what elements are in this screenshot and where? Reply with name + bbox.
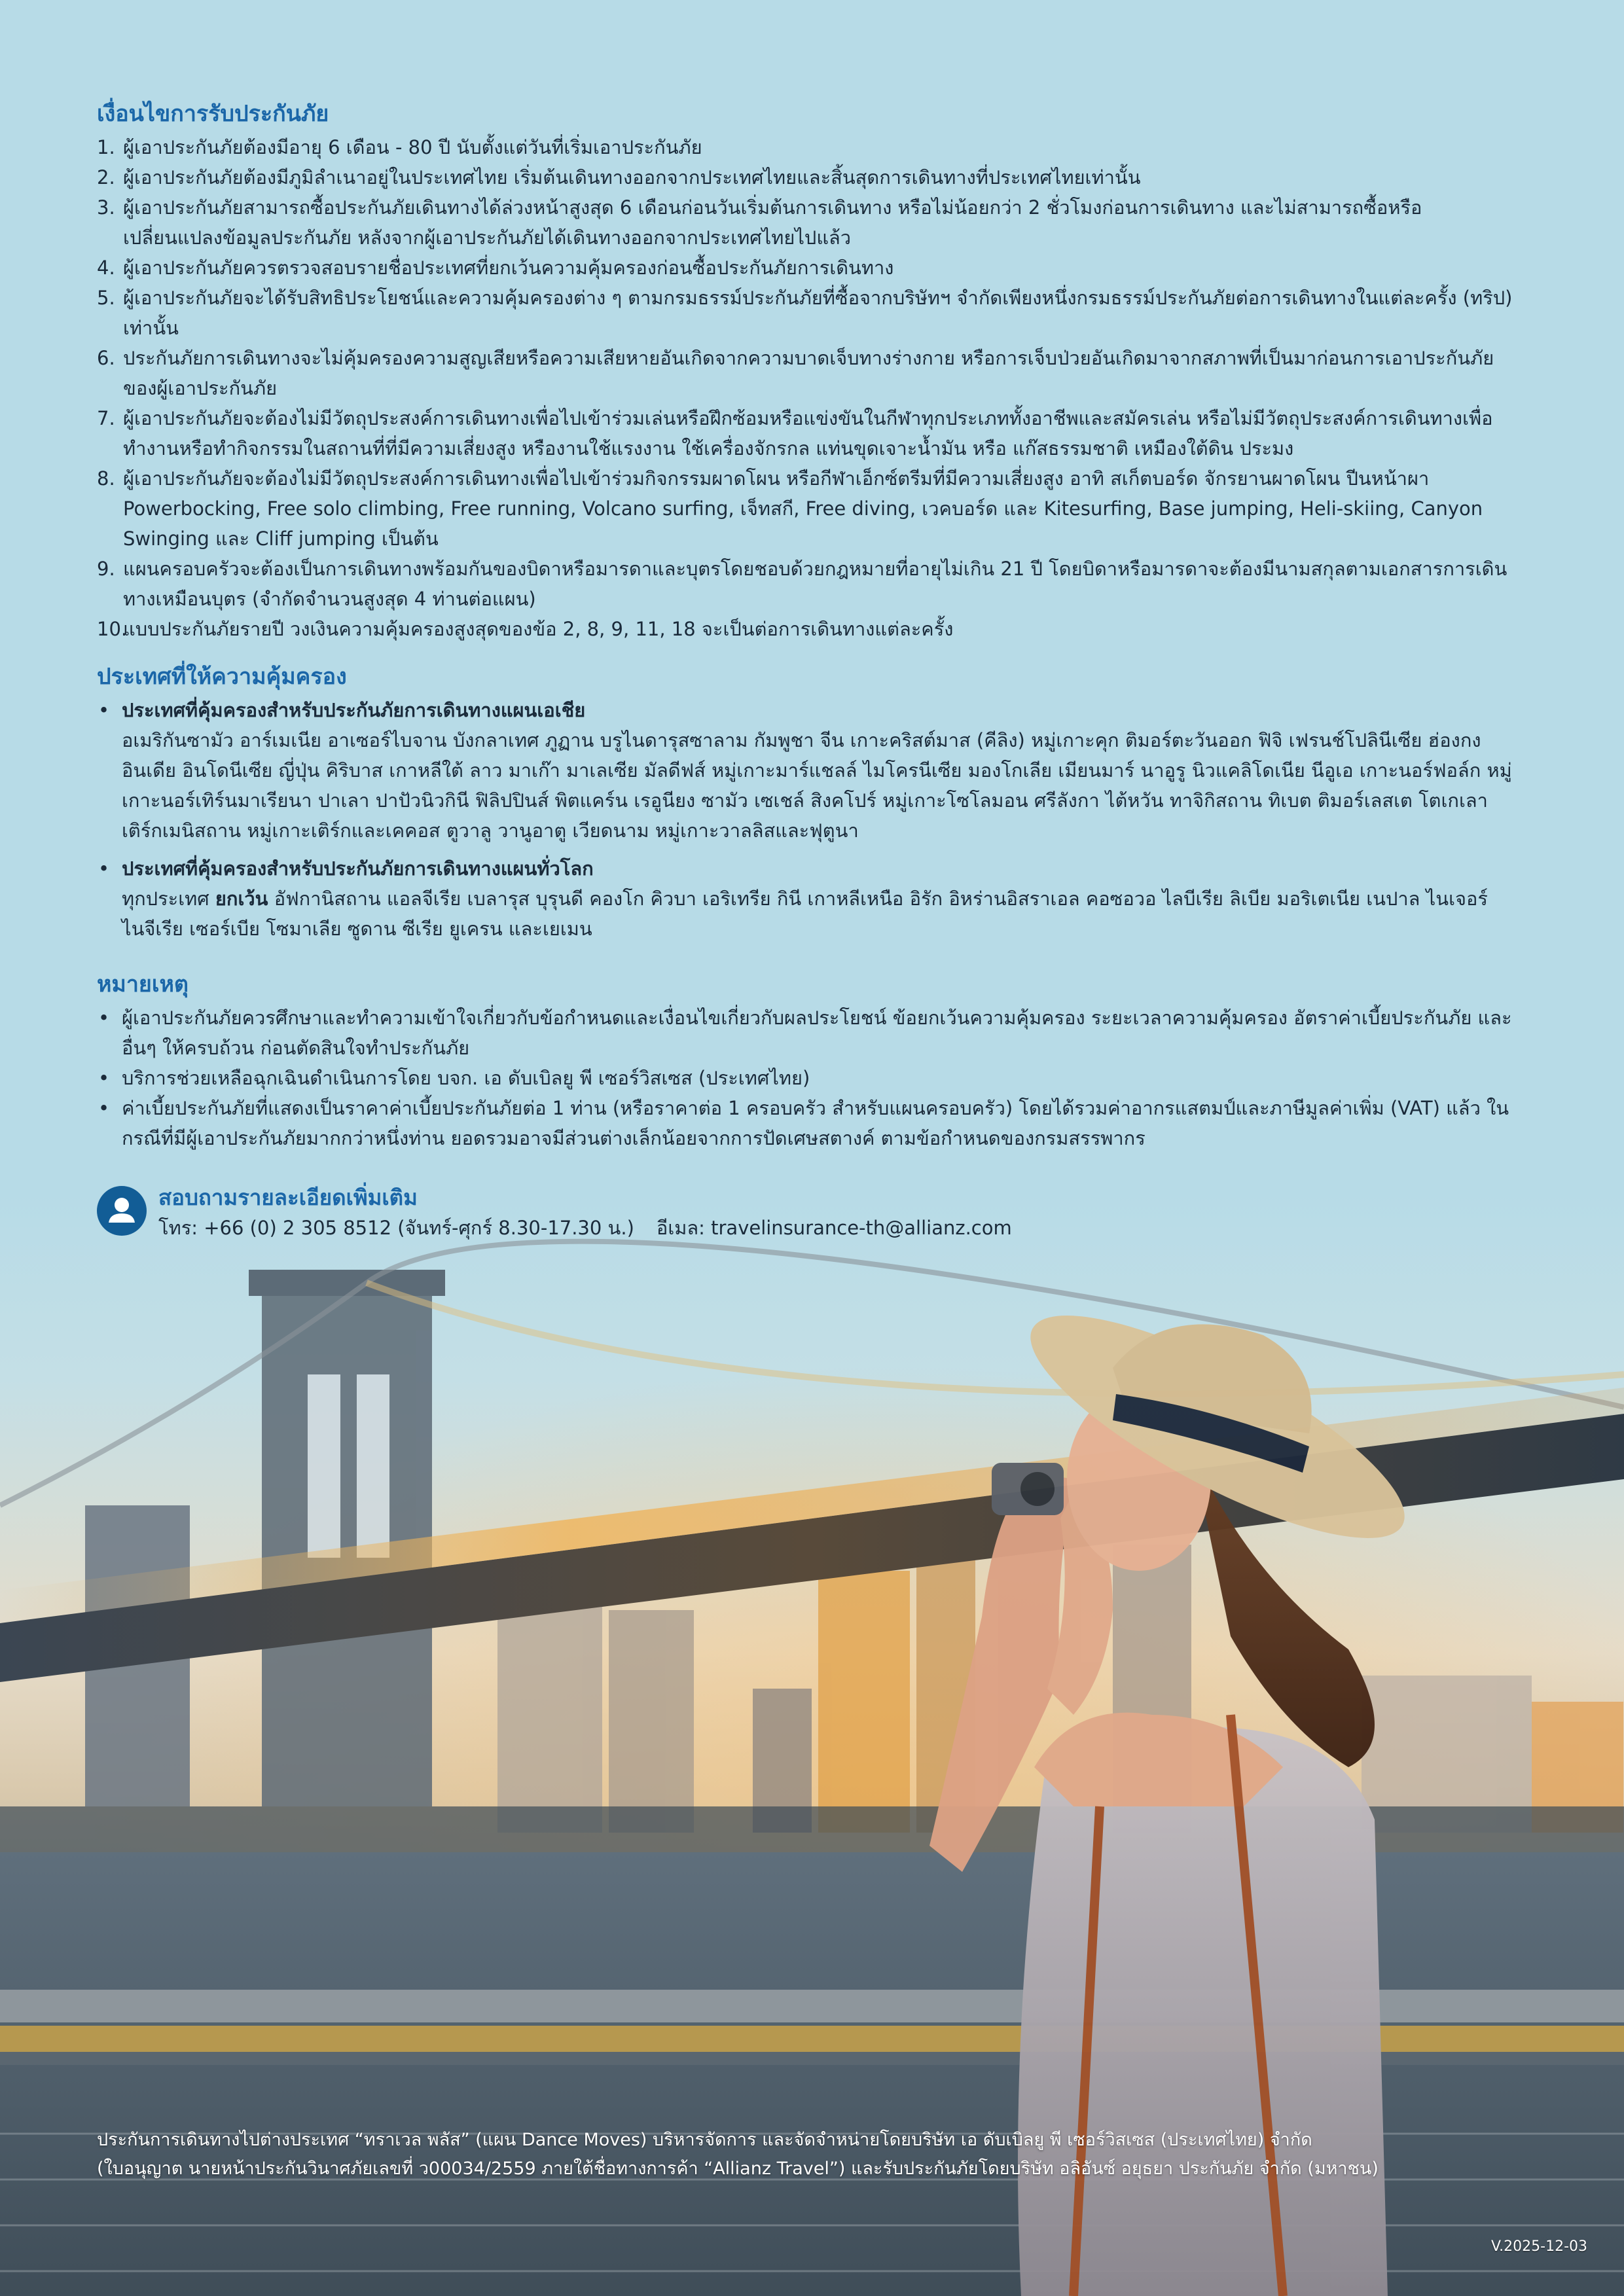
bullet-icon: • [98,699,110,721]
item-text: ผู้เอาประกันภัยต้องมีอายุ 6 เดือน - 80 ปี นับตั้งแต่วันที่เริ่มเอาประกันภัย [123,136,702,158]
conditions-title: เงื่อนไขการรับประกันภัย [97,101,329,127]
list-item [97,283,1521,343]
list-item [97,403,1521,463]
note-text: ค่าเบี้ยประกันภัยที่แสดงเป็นราคาค่าเบี้ยประกันภัยต่อ 1 ท่าน (หรือราคาต่อ 1 ครอบครัว สำหรับแผนครอบครัว) โดยได้รวมค่าอากรแสตมป์และภาษีมูลค่าเพิ่ม (VAT) แล้ว ในกรณีที่มีผู้เอาประกันภัยมากกว่าหนึ่งท่าน ยอดรวมอาจมีส่วนต่างเล็กน้อยจากการปัดเศษสตางค์ ตามข้อกำหนดของกรมสรรพากร [122,1097,1509,1149]
bullet-icon: • [98,857,110,880]
item-number: 2. [97,166,115,188]
item-text: ประกันภัยการเดินทางจะไม่คุ้มครองความสูญเสียหรือความเสียหายอันเกิดจากความบาดเจ็บทางร่างกาย หรือการเจ็บป่วยอันเกิดมาจากสภาพที่เป็นมาก่อนการเอาประกันภัยของผู้เอาประกันภัย [123,347,1494,399]
list-item [97,1003,1521,1063]
bullet-icon: • [98,1097,110,1119]
conditions-list [97,132,1521,644]
list-item [97,343,1521,403]
item-text: ผู้เอาประกันภัยจะต้องไม่มีวัตถุประสงค์การเดินทางเพื่อไปเข้าร่วมเล่นหรือฝึกซ้อมหรือแข่งขันในกีฬาทุกประเภททั้งอาชีพและสมัครเล่น หรือไม่มีวัตถุประสงค์การเดินทางเพื่อทำงานหรือทำกิจกรรมในสถานที่ที่มีความเสี่ยงสูง หรืองานใช้แรงงาน ใช้เครื่องจักรกล แท่นขุดเจาะน้ำมัน หรือ แก๊สธรรมชาติ เหมืองใต้ดิน ประมง [123,407,1493,459]
contact-phone: โทร: +66 (0) 2 305 8512 (จันทร์-ศุกร์ 8.30-17.30 น.) [158,1217,634,1239]
item-number: 1. [97,136,115,158]
bullet-icon: • [98,1067,110,1089]
person-icon [97,1186,147,1236]
item-text: ผู้เอาประกันภัยจะได้รับสิทธิประโยชน์และความคุ้มครองต่าง ๆ ตามกรมธรรม์ประกันภัยที่ซื้อจากบริษัทฯ จำกัดเพียงหนึ่งกรมธรรม์ประกันภัยต่อการเดินทางในแต่ละครั้ง (ทริป) เท่านั้น [123,287,1513,339]
list-item [97,132,1521,162]
contact-section [97,1186,1521,1251]
contact-title: สอบถามรายละเอียดเพิ่มเติม [158,1185,418,1210]
item-number: 8. [97,467,115,490]
asia-plan-heading: ประเทศที่คุ้มครองสำหรับประกันภัยการเดินทางแผนเอเชีย [122,699,586,721]
item-number: 9. [97,558,115,580]
list-item [97,1093,1521,1153]
asia-plan-block [97,695,1521,846]
note-text: ผู้เอาประกันภัยควรศึกษาและทำความเข้าใจเกี่ยวกับข้อกำหนดและเงื่อนไขเกี่ยวกับผลประโยชน์ ข้อยกเว้นความคุ้มครอง ระยะเวลาความคุ้มครอง อัตราค่าเบี้ยประกันภัย และอื่นๆ ให้ครบถ้วน ก่อนตัดสินใจทำประกันภัย [122,1007,1512,1059]
list-item [97,162,1521,192]
bullet-icon: • [98,1007,110,1029]
world-prefix: ทุกประเทศ [122,888,209,910]
item-text: แผนครอบครัวจะต้องเป็นการเดินทางพร้อมกันของบิดาหรือมารดาและบุตรโดยชอบด้วยกฎหมายที่อายุไม่เกิน 21 ปี โดยบิดาหรือมารดาจะต้องมีนามสกุลตามเอกสารการเดินทางเหมือนบุตร (จำกัดจำนวนสูงสุด 4 ท่านต่อแผน) [123,558,1507,610]
notes-list [97,1003,1521,1153]
list-item [97,463,1521,554]
world-except-label: ยกเว้น [215,888,268,910]
footer-line-2: (ใบอนุญาต นายหน้าประกันวินาศภัยเลขที่ ว00034/2559 ภายใต้ชื่อทางการค้า “Allianz Travel”) และรับประกันภัยโดยบริษัท อลิอันซ์ อยุธยา ประกันภัย จำกัด (มหาชน) [97,2159,1379,2179]
list-item [97,192,1521,253]
contact-details [158,1213,1012,1242]
world-excluded-list: อัฟกานิสถาน แอลจีเรีย เบลารุส บุรุนดี คองโก คิวบา เอริเทรีย กินี เกาหลีเหนือ อิรัก อิหร่านอิสราเอล คอซอวอ ไลบีเรีย ลิเบีย มอริเตเนีย เนปาล ไนเจอร์ ไนจีเรีย เซอร์เบีย โซมาเลีย ซูดาน ซีเรีย ยูเครน และเยเมน [122,888,1488,940]
item-text: ผู้เอาประกันภัยจะต้องไม่มีวัตถุประสงค์การเดินทางเพื่อไปเข้าร่วมกิจกรรมผาดโผน หรือกีฬาเอ็กซ์ตรีมที่มีความเสี่ยงสูง อาทิ สเก็ตบอร์ด จักรยานผาดโผน ปีนหน้าผา Powerbocking, Free solo climbing, Free running, Volcano surfing, เจ็ทสกี, Free diving, เวคบอร์ด และ Kitesurfing, Base jumping, Heli-skiing, Canyon Swinging และ Cliff jumping เป็นต้น [123,467,1483,550]
world-country-text [122,884,1521,944]
item-text: ผู้เอาประกันภัยสามารถซื้อประกันภัยเดินทางได้ล่วงหน้าสูงสุด 6 เดือนก่อนวันเริ่มต้นการเดินทาง หรือไม่น้อยกว่า 2 ชั่วโมงก่อนการเดินทาง และไม่สามารถซื้อหรือเปลี่ยนแปลงข้อมูลประกันภัย หลังจากผู้เอาประกันภัยได้เดินทางออกจากประเทศไทยไปแล้ว [123,196,1422,249]
footer-disclaimer [97,2126,1537,2183]
item-number: 10. [97,618,128,640]
list-item [97,614,1521,644]
item-number: 7. [97,407,115,429]
item-number: 5. [97,287,115,309]
item-text: แบบประกันภัยรายปี วงเงินความคุ้มครองสูงสุดของข้อ 2, 8, 9, 11, 18 จะเป็นต่อการเดินทางแต่ละครั้ง [123,618,954,640]
countries-title: ประเทศที่ให้ความคุ้มครอง [97,664,347,690]
person-icon-svg [97,1186,147,1236]
contact-email[interactable]: อีเมล: travelinsurance-th@allianz.com [656,1217,1012,1239]
item-number: 6. [97,347,115,369]
item-text: ผู้เอาประกันภัยควรตรวจสอบรายชื่อประเทศที่ยกเว้นความคุ้มครองก่อนซื้อประกันภัยการเดินทาง [123,257,894,279]
world-plan-heading: ประเทศที่คุ้มครองสำหรับประกันภัยการเดินทางแผนทั่วโลก [122,857,594,880]
list-item [97,554,1521,614]
item-number: 3. [97,196,115,219]
list-item [97,253,1521,283]
contact-text [158,1182,1012,1242]
asia-country-list: อเมริกันซามัว อาร์เมเนีย อาเซอร์ไบจาน บังกลาเทศ ภูฏาน บรูไนดารุสซาลาม กัมพูชา จีน เกาะคริสต์มาส (คีลิง) หมู่เกาะคุก ติมอร์ตะวันออก ฟิจิ เฟรนช์โปลินีเซีย ฮ่องกง อินเดีย อินโดนีเซีย ญี่ปุ่น คิริบาส เกาหลีใต้ ลาว มาเก๊า มาเลเซีย มัลดีฟส์ หมู่เกาะมาร์แชลล์ ไมโครนีเซีย มองโกเลีย เมียนมาร์ นาอูรู นิวแคลิโดเนีย นีอูเอ เกาะนอร์ฟอล์ก หมู่เกาะนอร์เทิร์นมาเรียนา ปาเลา ปาปัวนิวกินี ฟิลิปปินส์ พิตแคร์น เรอูนียง ซามัว เซเชล์ สิงคโปร์ หมู่เกาะโซโลมอน ศรีลังกา ไต้หวัน ทาจิกิสถาน ทิเบต ติมอร์เลสเต โตเกเลา เติร์กเมนิสถาน หมู่เกาะเติร์กและเคคอส ตูวาลู วานูอาตู เวียดนาม หมู่เกาะวาลลิสและฟุตูนา [122,729,1512,842]
world-plan-block [97,853,1521,944]
version-label: V.2025-12-03 [1490,2238,1587,2255]
main-content [97,97,1521,1251]
list-item [97,1063,1521,1093]
item-text: ผู้เอาประกันภัยต้องมีภูมิลำเนาอยู่ในประเทศไทย เริ่มต้นเดินทางออกจากประเทศไทยและสิ้นสุดการเดินทางที่ประเทศไทยเท่านั้น [123,166,1141,188]
notes-title: หมายเหตุ [97,971,189,997]
note-text: บริการช่วยเหลือฉุกเฉินดำเนินการโดย บจก. เอ ดับเบิลยู พี เซอร์วิสเซส (ประเทศไทย) [122,1067,810,1089]
item-number: 4. [97,257,115,279]
footer-line-1: ประกันการเดินทางไปต่างประเทศ “ทราเวล พลัส” (แผน Dance Moves) บริหารจัดการ และจัดจำหน่ายโดยบริษัท เอ ดับเบิลยู พี เซอร์วิสเซส (ประเทศไทย) จำกัด [97,2130,1312,2150]
